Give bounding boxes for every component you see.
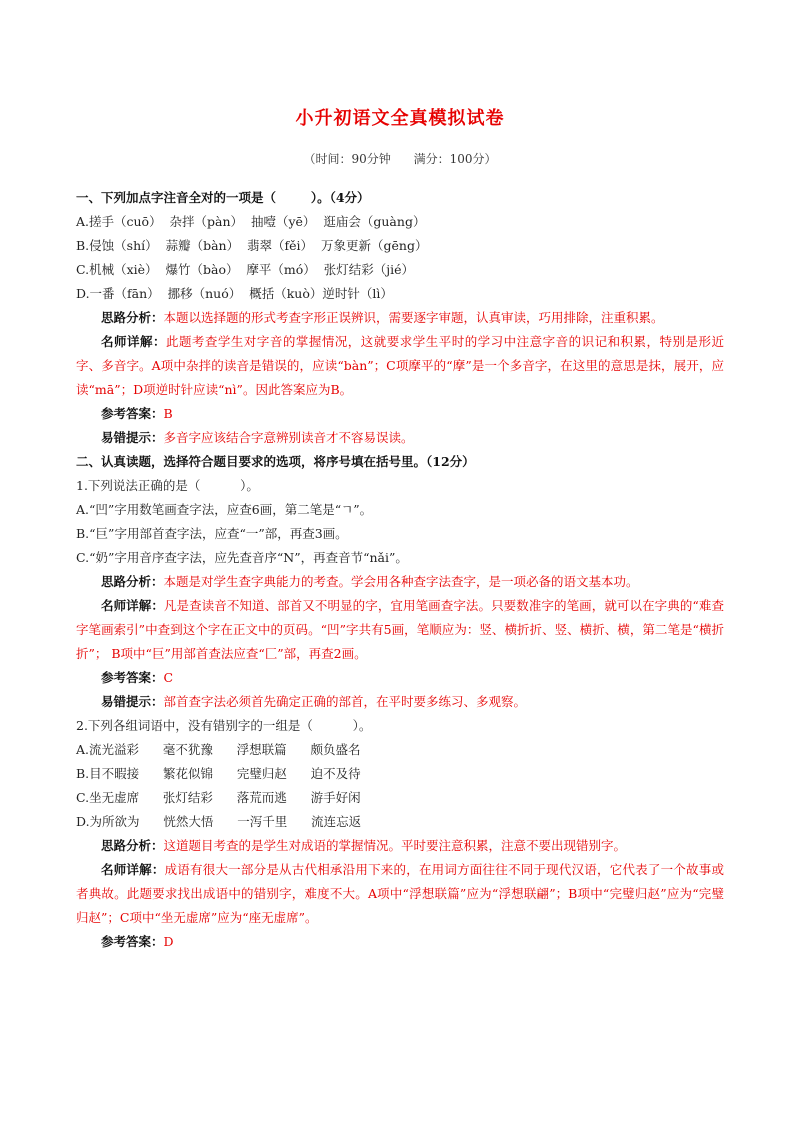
q1-detail-label: 名师详解： <box>101 334 166 349</box>
q1-tip-label: 易错提示： <box>101 430 164 445</box>
q1-analysis-text: 本题以选择题的形式考查字形正误辨识，需要逐字审题，认真审读，巧用排除，注重积累。 <box>163 310 664 325</box>
q2-2-answer <box>76 930 724 954</box>
q2-2-option-b: B.目不暇接 繁花似锦 完璧归赵 迫不及待 <box>76 766 361 781</box>
q1-answer-label: 参考答案： <box>101 406 164 421</box>
q1-tip-text: 多音字应该结合字意辨别读音才不容易误读。 <box>163 430 414 445</box>
q2-2-analysis-label: 思路分析： <box>101 838 164 853</box>
q2-2-detail <box>76 858 724 930</box>
exam-info: （时间：90分钟 满分：100分） <box>303 152 497 166</box>
exam-content <box>76 186 724 954</box>
q1-option-d: D.一番（fān） 挪移（nuó） 概括（kuò）逆时针（lì） <box>76 286 393 301</box>
q2-2-option-d: D.为所欲为 恍然大悟 一泻千里 流连忘返 <box>76 814 362 829</box>
q2-2-option-c: C.坐无虚席 张灯结彩 落荒而逃 游手好闲 <box>76 790 361 805</box>
q2-1-option-c: C.“奶”字用音序查字法，应先查音序“N”，再查音节“nǎi”。 <box>76 550 408 565</box>
q1-option-c: C.机械（xiè） 爆竹（bào） 摩平（mó） 张灯结彩（jié） <box>76 262 415 277</box>
q2-1-stem: 1.下列说法正确的是（ ）。 <box>76 478 259 493</box>
q2-2-detail-text: 成语有很大一部分是从古代相承沿用下来的，在用词方面往往不同于现代汉语，它代表了一个故事或者典故。此题要求找出成语中的错别字，难度不大。A项中“浮想联篇”应为“浮想联翩”；B项中“完璧归赵”应为“完璧归赵”；C项中“坐无虚席”应为“座无虚席”。 <box>76 862 724 925</box>
q2-1-answer-label: 参考答案： <box>101 670 164 685</box>
q1-option-b: B.侵蚀（shí） 蒜瓣（bàn） 翡翠（fěi） 万象更新（gēng） <box>76 238 428 253</box>
q1-detail <box>76 330 724 402</box>
q2-1-tip <box>76 690 724 714</box>
q2-1-tip-label: 易错提示： <box>101 694 164 709</box>
q2-2-analysis <box>76 834 724 858</box>
q2-2-option-a: A.流光溢彩 毫不犹豫 浮想联篇 颇负盛名 <box>76 742 361 757</box>
q2-1-detail-label: 名师详解： <box>101 598 164 613</box>
q2-1-option-a: A.“凹”字用数笔画查字法，应查6画，第二笔是“ㄱ”。 <box>76 502 373 517</box>
q2-1-analysis-text: 本题是对学生查字典能力的考查。学会用各种查字法查字，是一项必备的语文基本功。 <box>163 574 639 589</box>
question-1-heading: 一、下列加点字注音全对的一项是（ ）。（4分） <box>76 190 370 205</box>
q1-analysis <box>76 306 724 330</box>
q2-2-analysis-text: 这道题目考查的是学生对成语的掌握情况。平时要注意积累，注意不要出现错别字。 <box>163 838 627 853</box>
q2-1-answer-text: C <box>163 670 174 685</box>
q2-1-analysis <box>76 570 724 594</box>
q2-2-answer-label: 参考答案： <box>101 934 164 949</box>
q1-option-a: A.搓手（cuō） 杂拌（pàn） 抽噎（yē） 逛庙会（guàng） <box>76 214 426 229</box>
q2-1-answer <box>76 666 724 690</box>
q2-2-stem: 2.下列各组词语中，没有错别字的一组是（ ）。 <box>76 718 372 733</box>
q1-answer <box>76 402 724 426</box>
q1-detail-text: 此题考查学生对字音的掌握情况，这就要求学生平时的学习中注意字音的识记和积累，特别是形近字、多音字。A项中杂拌的读音是错误的，应读“bàn”；C项摩平的“摩”是一个多音字，在这里的意思是抹，展开，应读“mā”；D项逆时针应读“nì”。因此答案应为B。 <box>76 334 724 397</box>
q2-1-tip-text: 部首查字法必须首先确定正确的部首，在平时要多练习、多观察。 <box>163 694 527 709</box>
q2-1-detail <box>76 594 724 666</box>
q2-1-option-b: B.“巨”字用部首查字法，应查“一”部，再查3画。 <box>76 526 348 541</box>
q2-2-detail-label: 名师详解： <box>101 862 165 877</box>
q1-answer-text: B <box>163 406 173 421</box>
q1-tip <box>76 426 724 450</box>
q1-analysis-label: 思路分析： <box>101 310 164 325</box>
q2-1-analysis-label: 思路分析： <box>101 574 164 589</box>
question-2-heading: 二、认真读题，选择符合题目要求的选项，将序号填在括号里。（12分） <box>76 454 475 469</box>
q2-2-answer-text: D <box>163 934 174 949</box>
page-title: 小升初语文全真模拟试卷 <box>295 108 505 129</box>
q2-1-detail-text: 凡是查读音不知道、部首又不明显的字，宜用笔画查字法。只要数准字的笔画，就可以在字典的“难查字笔画索引”中查到这个字在正文中的页码。“凹”字共有5画，笔顺应为：竖、横折折、竖、横折、横，第二笔是“横折折”； B项中“巨”用部首查法应查“匚”部，再查2画。 <box>76 598 724 661</box>
